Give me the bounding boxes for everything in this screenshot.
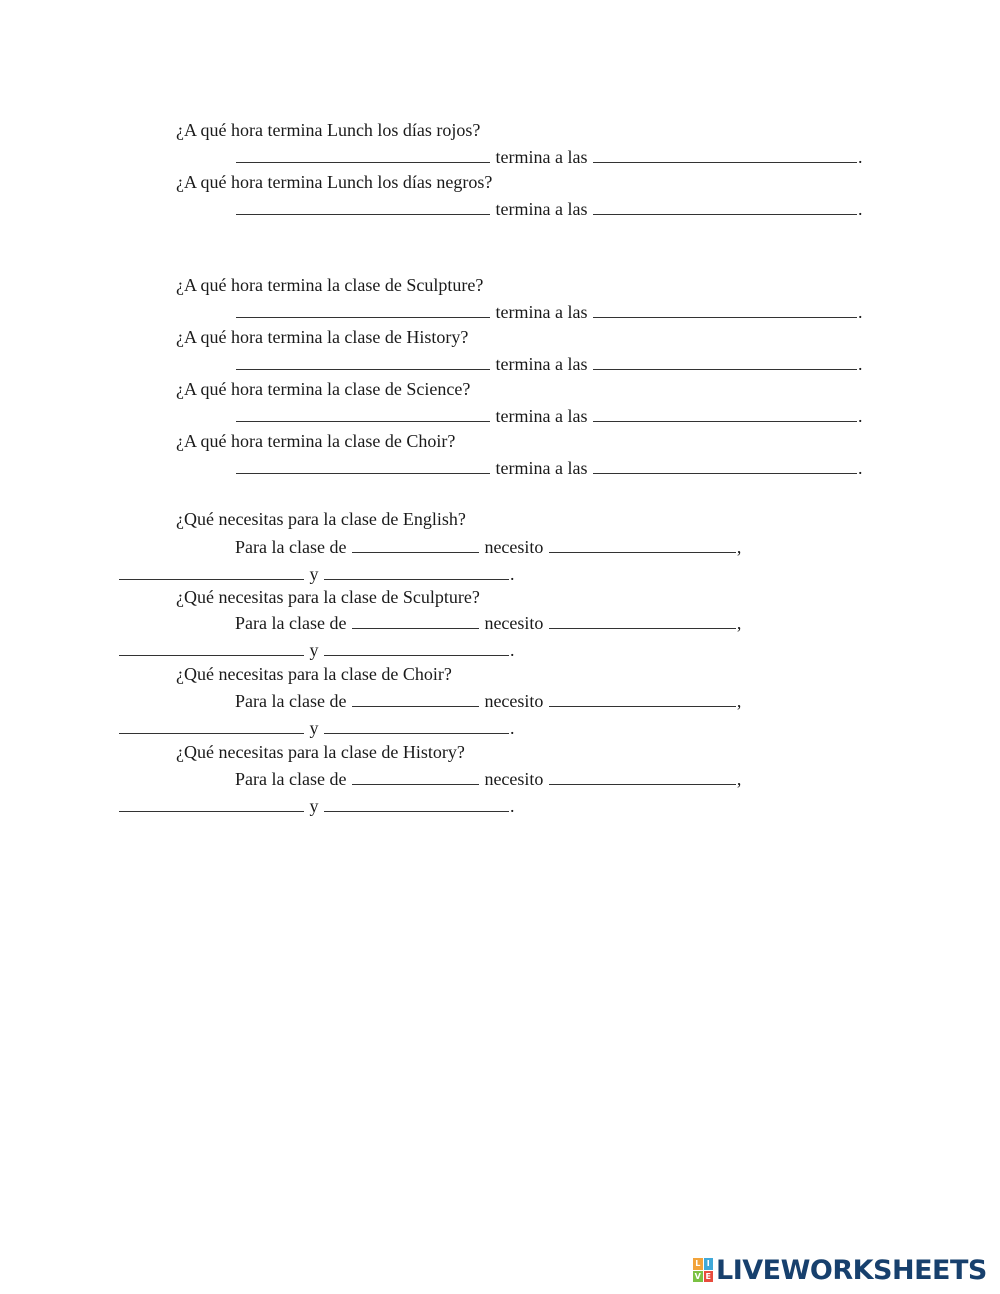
answer-blank-class[interactable]	[352, 767, 479, 785]
answer-row-sculpture-need-cont	[118, 638, 515, 661]
phrase-termina: termina a las	[495, 354, 588, 374]
answer-row-choir-need	[235, 689, 741, 712]
period: .	[510, 564, 515, 584]
answer-blank-item-2[interactable]	[119, 794, 304, 812]
answer-blank-item-3[interactable]	[324, 794, 509, 812]
answer-blank-item-2[interactable]	[119, 562, 304, 580]
question-history-time: ¿A qué hora termina la clase de History?	[176, 327, 469, 347]
answer-row-choir-need-cont	[118, 716, 515, 739]
answer-blank-class[interactable]	[352, 611, 479, 629]
period: .	[510, 718, 515, 738]
answer-blank-time[interactable]	[593, 300, 857, 318]
logo-icon-letter-l: L	[693, 1258, 703, 1270]
liveworksheets-logo-icon	[693, 1258, 713, 1282]
question-science-time: ¿A qué hora termina la clase de Science?	[176, 379, 471, 399]
phrase-para: Para la clase de	[235, 537, 347, 557]
answer-blank-item-3[interactable]	[324, 562, 509, 580]
answer-row-history-need	[235, 767, 741, 790]
question-sculpture-need: ¿Qué necesitas para la clase de Sculpture?	[176, 587, 480, 607]
period: .	[510, 640, 515, 660]
period: .	[857, 458, 863, 478]
answer-row-english-need-cont	[118, 562, 515, 585]
phrase-necesito: necesito	[484, 613, 544, 633]
phrase-termina: termina a las	[495, 458, 588, 478]
answer-blank-class[interactable]	[352, 535, 479, 553]
liveworksheets-logo-text: LIVEWORKSHEETS	[716, 1254, 987, 1286]
question-lunch-rojos: ¿A qué hora termina Lunch los días rojos?	[176, 120, 481, 140]
answer-blank-item-1[interactable]	[549, 689, 736, 707]
answer-blank-item-1[interactable]	[549, 611, 736, 629]
answer-row-history-time	[235, 352, 862, 375]
word-y: y	[309, 564, 319, 584]
question-choir-need: ¿Qué necesitas para la clase de Choir?	[176, 664, 452, 684]
answer-row-lunch-rojos	[235, 145, 862, 168]
comma: ,	[736, 613, 742, 633]
answer-row-sculpture-need	[235, 611, 741, 634]
question-history-need: ¿Qué necesitas para la clase de History?	[176, 742, 465, 762]
period: .	[857, 199, 863, 219]
question-choir-time: ¿A qué hora termina la clase de Choir?	[176, 431, 456, 451]
phrase-para: Para la clase de	[235, 691, 347, 711]
phrase-termina: termina a las	[495, 406, 588, 426]
comma: ,	[736, 769, 742, 789]
phrase-necesito: necesito	[484, 769, 544, 789]
answer-row-english-need	[235, 535, 741, 558]
phrase-termina: termina a las	[495, 199, 588, 219]
period: .	[857, 354, 863, 374]
period: .	[857, 302, 863, 322]
word-y: y	[309, 640, 319, 660]
comma: ,	[736, 537, 742, 557]
answer-row-choir-time	[235, 456, 862, 479]
answer-blank-subject[interactable]	[236, 352, 490, 370]
phrase-para: Para la clase de	[235, 613, 347, 633]
answer-blank-time[interactable]	[593, 404, 857, 422]
answer-blank-item-2[interactable]	[119, 716, 304, 734]
answer-row-history-need-cont	[118, 794, 515, 817]
word-y: y	[309, 796, 319, 816]
phrase-termina: termina a las	[495, 302, 588, 322]
period: .	[857, 147, 863, 167]
answer-blank-subject[interactable]	[236, 404, 490, 422]
answer-blank-time[interactable]	[593, 352, 857, 370]
question-lunch-negros: ¿A qué hora termina Lunch los días negros?	[176, 172, 493, 192]
comma: ,	[736, 691, 742, 711]
answer-blank-subject[interactable]	[236, 456, 490, 474]
phrase-para: Para la clase de	[235, 769, 347, 789]
answer-blank-time[interactable]	[593, 145, 857, 163]
logo-icon-letter-e: E	[704, 1271, 714, 1283]
logo-icon-letter-v: V	[694, 1271, 701, 1281]
period: .	[510, 796, 515, 816]
liveworksheets-logo	[693, 1256, 987, 1284]
phrase-necesito: necesito	[484, 537, 544, 557]
answer-row-lunch-negros	[235, 197, 862, 220]
question-english-need: ¿Qué necesitas para la clase de English?	[176, 509, 466, 529]
logo-icon-letter-i: I	[704, 1258, 714, 1270]
phrase-necesito: necesito	[484, 691, 544, 711]
period: .	[857, 406, 863, 426]
answer-blank-subject[interactable]	[236, 197, 490, 215]
phrase-termina: termina a las	[495, 147, 588, 167]
answer-blank-item-1[interactable]	[549, 767, 736, 785]
answer-blank-item-1[interactable]	[549, 535, 736, 553]
answer-row-science-time	[235, 404, 862, 427]
answer-blank-time[interactable]	[593, 197, 857, 215]
answer-blank-item-3[interactable]	[324, 638, 509, 656]
answer-blank-item-3[interactable]	[324, 716, 509, 734]
word-y: y	[309, 718, 319, 738]
answer-row-sculpture-time	[235, 300, 862, 323]
answer-blank-subject[interactable]	[236, 145, 490, 163]
answer-blank-class[interactable]	[352, 689, 479, 707]
answer-blank-item-2[interactable]	[119, 638, 304, 656]
answer-blank-subject[interactable]	[236, 300, 490, 318]
answer-blank-time[interactable]	[593, 456, 857, 474]
question-sculpture-time: ¿A qué hora termina la clase de Sculpture?	[176, 275, 484, 295]
